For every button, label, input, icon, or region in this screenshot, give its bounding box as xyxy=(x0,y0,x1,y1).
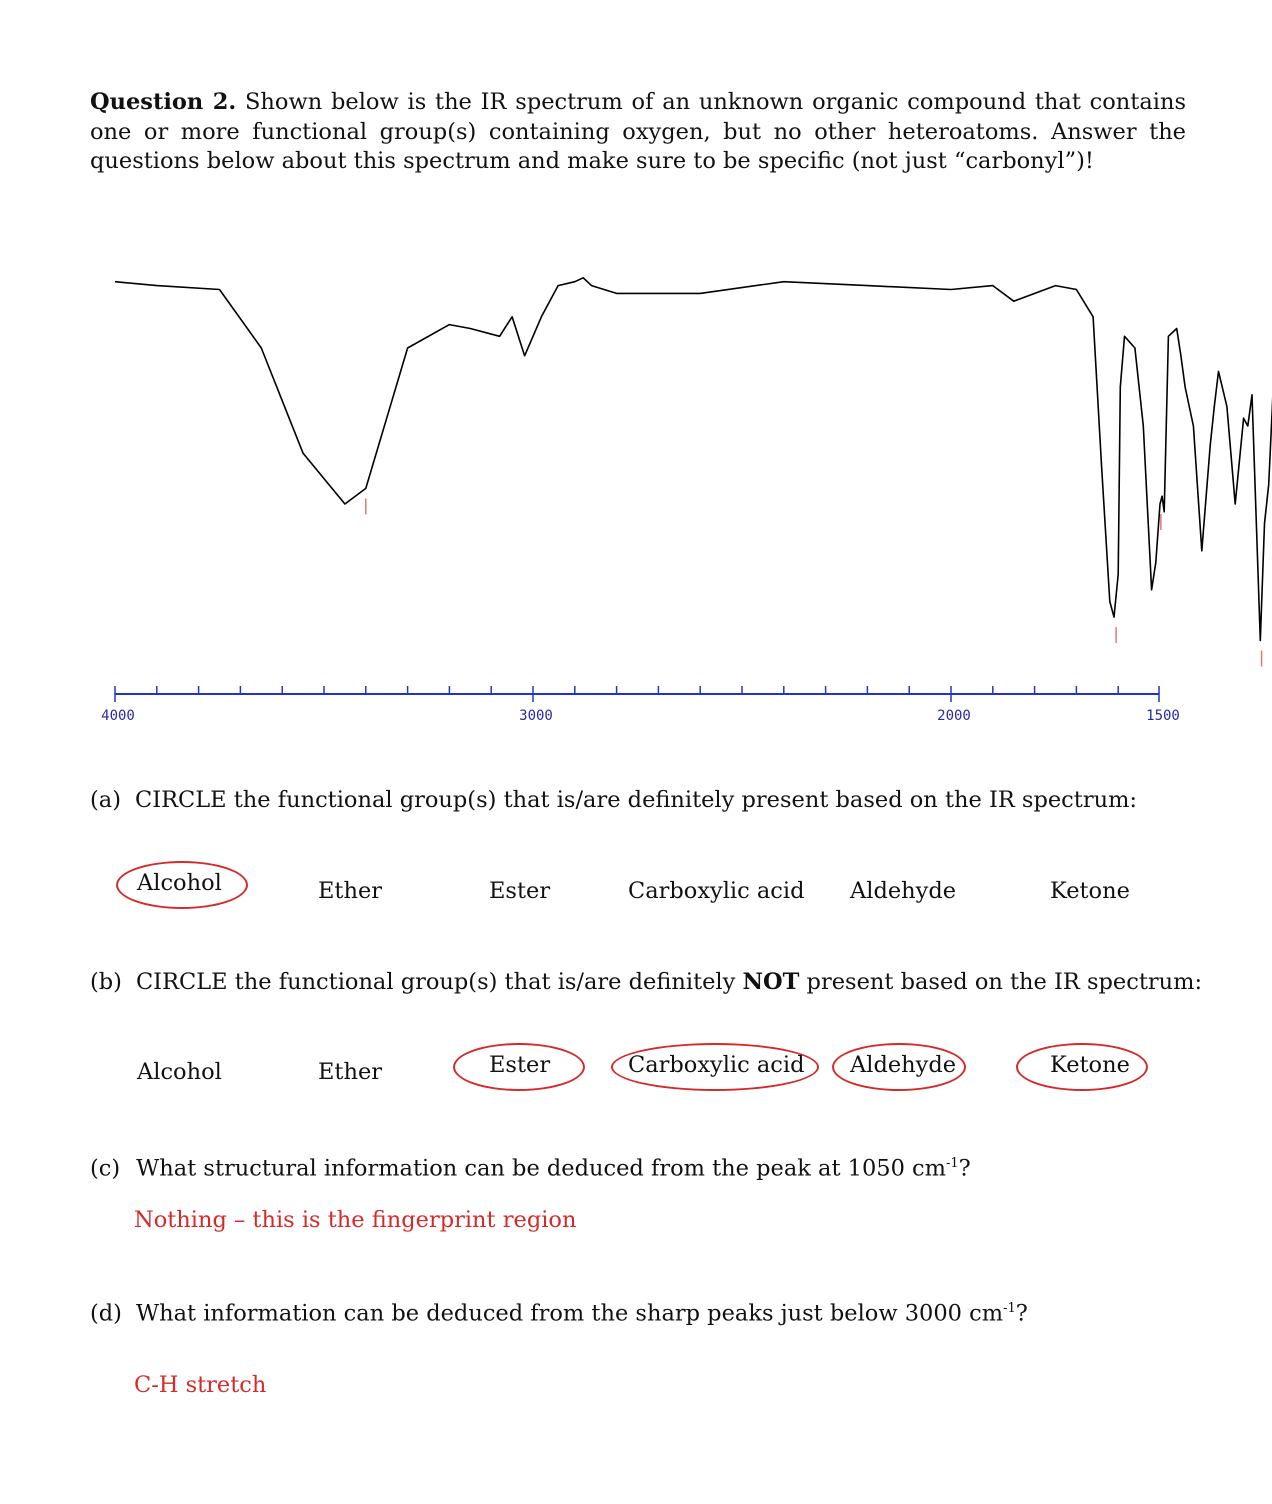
part-c-prompt xyxy=(90,1150,971,1183)
part-d-text: What information can be deduced from the sharp peaks just below 3000 cm xyxy=(135,1300,1004,1327)
part-c-text: What structural information can be deduced from the peak at 1050 cm xyxy=(136,1155,946,1182)
option-a-ester[interactable]: Ester xyxy=(489,878,551,904)
part-d-end: ? xyxy=(1015,1300,1028,1327)
part-c-end: ? xyxy=(958,1155,971,1182)
option-a-alcohol[interactable]: Alcohol xyxy=(137,870,222,896)
spectrum-trace xyxy=(115,278,1272,641)
part-d-answer: C-H stretch xyxy=(134,1372,267,1398)
option-a-aldehyde[interactable]: Aldehyde xyxy=(850,878,957,904)
tick-label-4000: 4000 xyxy=(101,708,135,724)
option-a-carboxylic-acid[interactable]: Carboxylic acid xyxy=(628,878,805,904)
x-axis xyxy=(101,686,1272,724)
part-d-label: (d) xyxy=(90,1300,122,1327)
option-b-carboxylic-acid[interactable]: Carboxylic acid xyxy=(628,1052,805,1078)
option-b-aldehyde[interactable]: Aldehyde xyxy=(850,1052,957,1078)
peak-markers xyxy=(366,498,1262,666)
part-d-prompt xyxy=(90,1295,1028,1328)
part-a-text: CIRCLE the functional group(s) that is/are definitely present based on the IR spectrum: xyxy=(134,787,1137,813)
question-text: Shown below is the IR spectrum of an unknown organic compound that contains one or more functional group(s) containing oxygen, but no other heteroatoms. Answer the questions below about this spectrum and make sure to be specific (not just “carbonyl”)! xyxy=(90,89,1186,174)
option-a-ketone[interactable]: Ketone xyxy=(1050,878,1130,904)
option-b-alcohol[interactable]: Alcohol xyxy=(137,1059,222,1085)
part-b-text-after: present based on the IR spectrum: xyxy=(799,969,1203,995)
part-d-sup: -1 xyxy=(1003,1301,1016,1316)
tick-label-1500: 1500 xyxy=(1146,708,1180,724)
part-b-text-bold: NOT xyxy=(742,969,800,995)
part-b-label: (b) xyxy=(90,969,122,995)
option-b-ester[interactable]: Ester xyxy=(489,1052,551,1078)
question-label: Question 2. xyxy=(90,89,237,115)
tick-label-3000: 3000 xyxy=(519,708,553,724)
part-c-answer: Nothing – this is the fingerprint region xyxy=(134,1207,577,1233)
question-intro xyxy=(90,88,1186,177)
option-b-ketone[interactable]: Ketone xyxy=(1050,1052,1130,1078)
option-b-ether[interactable]: Ether xyxy=(318,1059,383,1085)
tick-label-2000: 2000 xyxy=(937,708,971,724)
part-b-text-before: CIRCLE the functional group(s) that is/are definitely xyxy=(135,969,743,995)
part-b-prompt xyxy=(90,968,1202,996)
part-c-sup: -1 xyxy=(946,1156,959,1171)
part-a-label: (a) xyxy=(90,787,121,813)
part-c-label: (c) xyxy=(90,1155,121,1182)
part-a-prompt xyxy=(90,786,1137,814)
option-a-ether[interactable]: Ether xyxy=(318,878,383,904)
ir-spectrum-chart xyxy=(95,258,1180,738)
